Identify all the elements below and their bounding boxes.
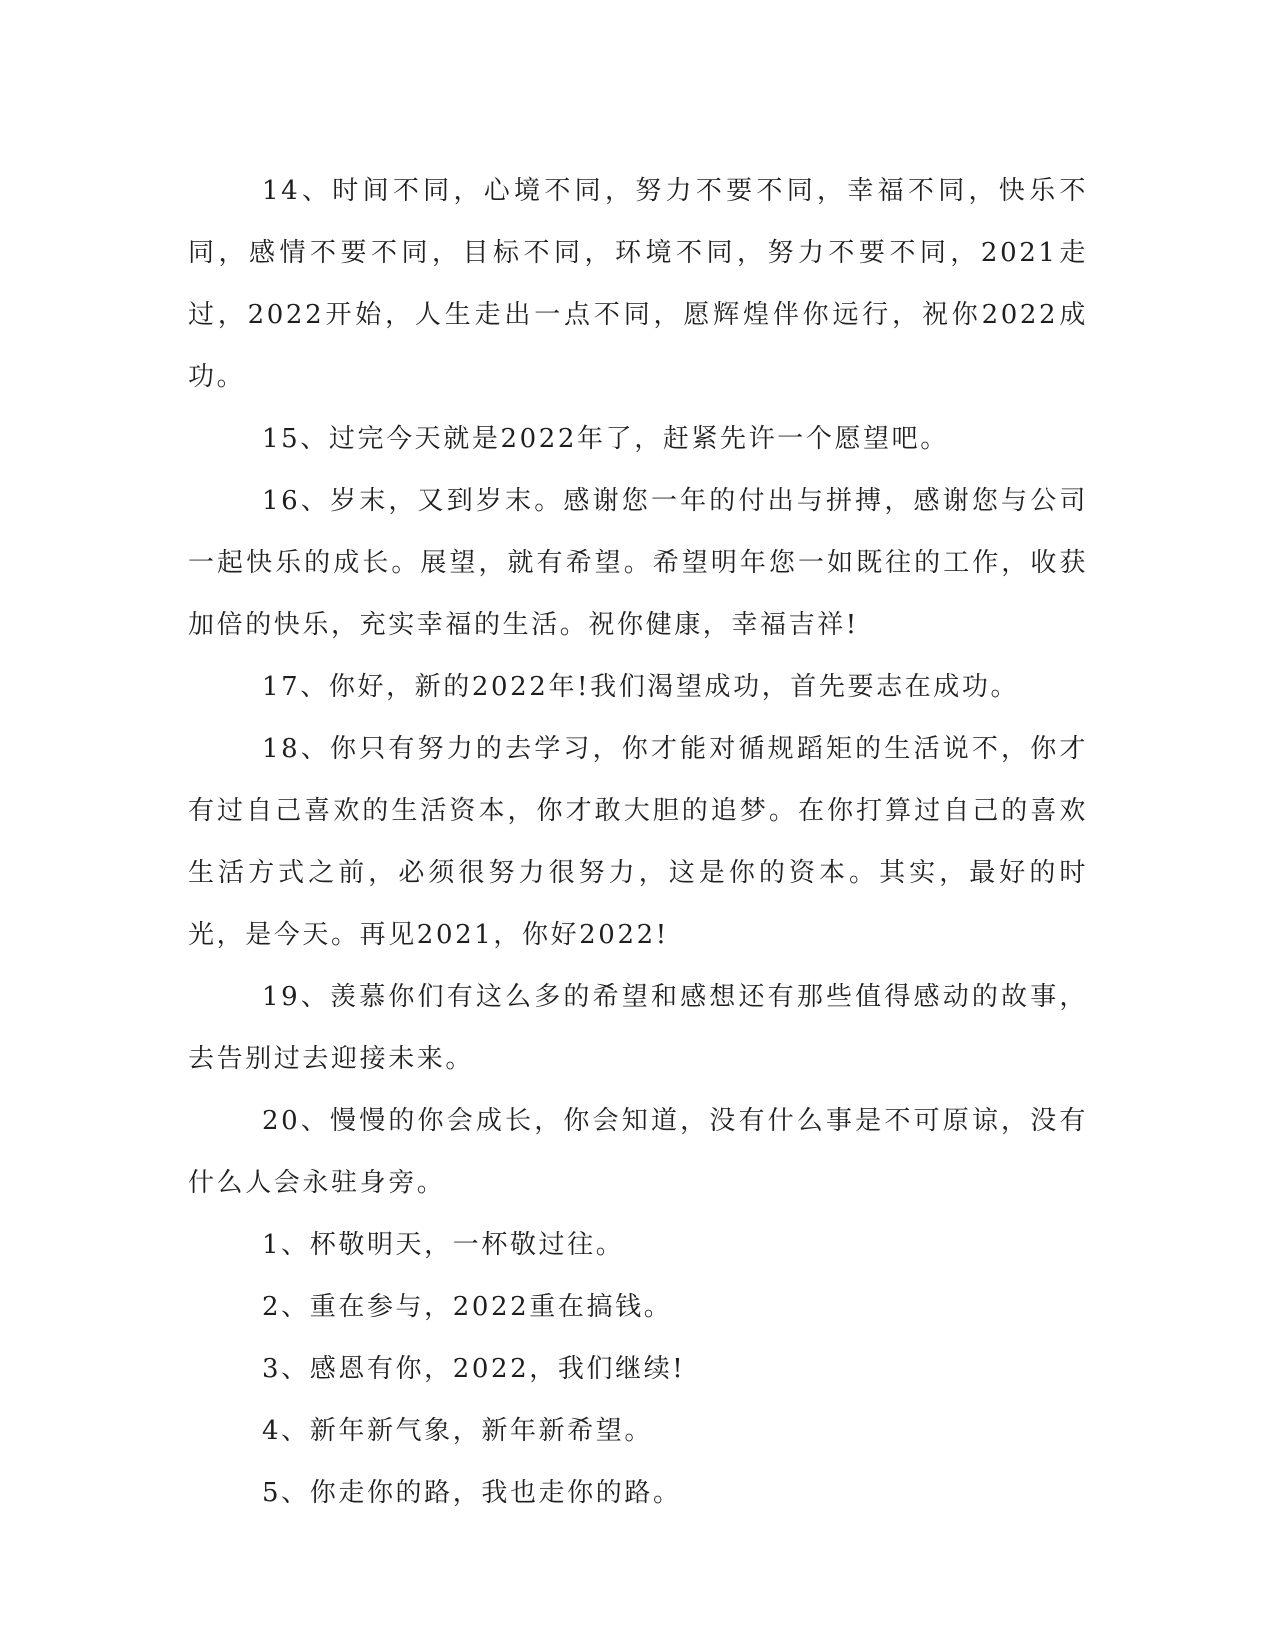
list-item-2: 2、重在参与，2022重在搞钱。 (262, 1292, 673, 1322)
paragraph-14: 14、时间不同，心境不同，努力不要不同，幸福不同，快乐不同，感情不要不同，目标不同，环境不同，努力不要不同，2021走过，2022开始，人生走出一点不同，愿辉煌伴你远行，祝你2022成功。 (188, 176, 1088, 392)
document-body (188, 160, 1088, 1524)
paragraph-15: 15、过完今天就是2022年了，赶紧先许一个愿望吧。 (262, 424, 949, 454)
paragraph-17: 17、你好，新的2022年!我们渴望成功，首先要志在成功。 (262, 672, 1020, 702)
list-item-3: 3、感恩有你，2022，我们继续! (262, 1354, 686, 1384)
paragraph-19: 19、羡慕你们有这么多的希望和感想还有那些值得感动的故事，去告别过去迎接未来。 (188, 982, 1088, 1074)
paragraph-18: 18、你只有努力的去学习，你才能对循规蹈矩的生活说不，你才有过自己喜欢的生活资本，你才敢大胆的追梦。在你打算过自己的喜欢生活方式之前，必须很努力很努力，这是你的资本。其实，最好的时光，是今天。再见2021，你好2022! (188, 734, 1088, 950)
list-item-1: 1、杯敬明天，一杯敬过往。 (262, 1230, 625, 1260)
list-item-4: 4、新年新气象，新年新希望。 (262, 1416, 653, 1446)
list-item-5: 5、你走你的路，我也走你的路。 (262, 1478, 682, 1508)
paragraph-16: 16、岁末，又到岁末。感谢您一年的付出与拼搏，感谢您与公司一起快乐的成长。展望，就有希望。希望明年您一如既往的工作，收获加倍的快乐，充实幸福的生活。祝你健康，幸福吉祥! (188, 486, 1088, 640)
paragraph-20: 20、慢慢的你会成长，你会知道，没有什么事是不可原谅，没有什么人会永驻身旁。 (188, 1106, 1088, 1198)
